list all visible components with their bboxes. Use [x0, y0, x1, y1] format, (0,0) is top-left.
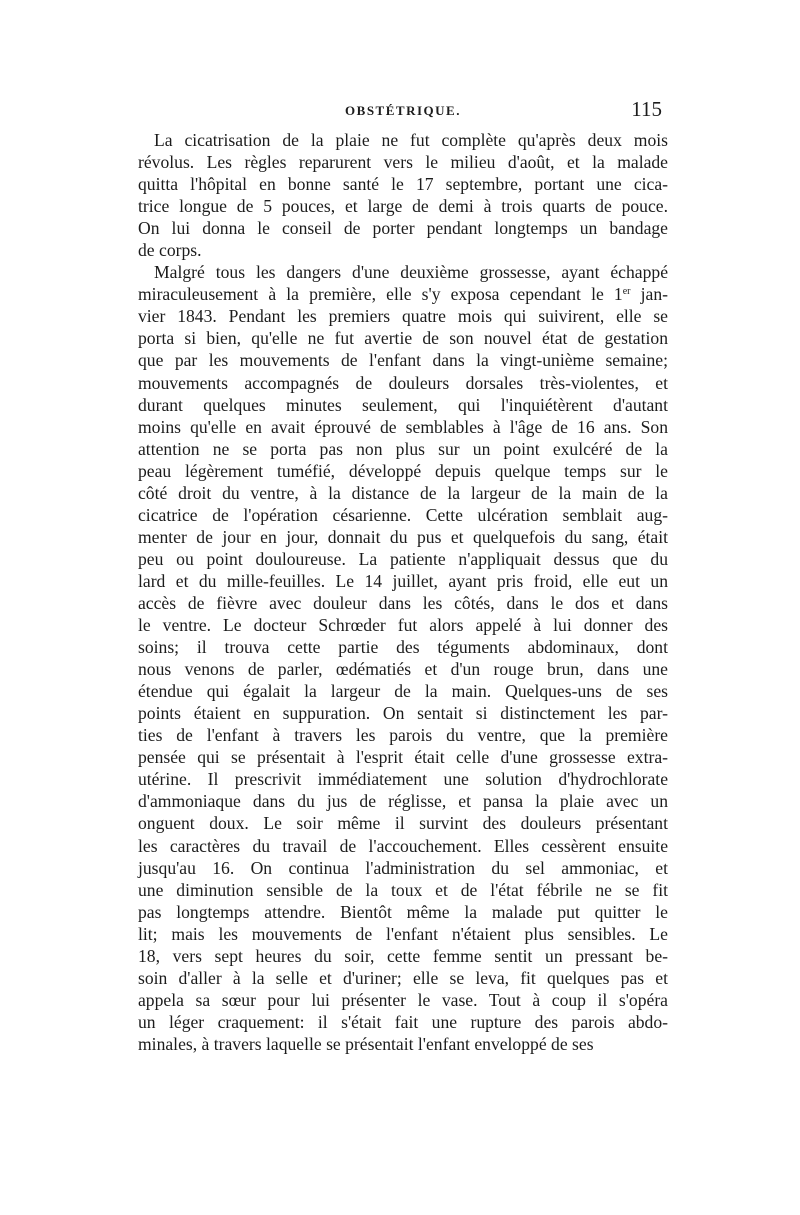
text-line: soins; il trouva cette partie des téguments abdominaux, dont [138, 637, 668, 658]
text-line: points étaient en suppuration. On sentait si distinctement les par- [138, 703, 668, 724]
text-line: que par les mouvements de l'enfant dans la vingt-unième semaine; [138, 350, 668, 371]
text-line: porta si bien, qu'elle ne fut avertie de son nouvel état de gestation [138, 328, 668, 349]
running-title: OBSTÉTRIQUE. [345, 103, 461, 118]
running-head [138, 95, 668, 129]
text-line: Malgré tous les dangers d'une deuxième grossesse, ayant échappé [154, 262, 668, 283]
text-line: 18, vers sept heures du soir, cette femme sentit un pressant be- [138, 945, 668, 966]
text-line: nous venons de parler, œdématiés et d'un rouge brun, dans une [138, 659, 668, 680]
paragraph-2 [138, 261, 668, 1055]
text-line: onguent doux. Le soir même il survint des douleurs présentant [138, 813, 668, 834]
text-line: durant quelques minutes seulement, qui l'inquiétèrent d'autant [138, 394, 668, 415]
text-line: révolus. Les règles reparurent vers le milieu d'août, et la malade [138, 152, 668, 173]
paragraph-1 [138, 129, 668, 261]
book-page [138, 95, 668, 1055]
text-line: trice longue de 5 pouces, et large de demi à trois quarts de pouce. [138, 196, 668, 217]
text-line: accès de fièvre avec douleur dans les côtés, dans le dos et dans [138, 592, 668, 613]
text-line: pensée qui se présentait à l'esprit était celle d'une grossesse extra- [138, 747, 668, 768]
text-line: d'ammoniaque dans du jus de réglisse, et pansa la plaie avec un [138, 791, 668, 812]
text-line: pas longtemps attendre. Bientôt même la malade put quitter le [138, 901, 668, 922]
text-line: une diminution sensible de la toux et de l'état fébrile ne se fit [138, 879, 668, 900]
body-text [138, 129, 668, 1055]
text-line: quitta l'hôpital en bonne santé le 17 septembre, portant une cica- [138, 174, 668, 195]
text-line: les caractères du travail de l'accouchement. Elles cessèrent ensuite [138, 835, 668, 856]
text-line: attention ne se porta pas non plus sur un point exulcéré de la [138, 438, 668, 459]
text-line: de corps. [138, 240, 202, 261]
text-line: jusqu'au 16. On continua l'administration du sel ammoniac, et [138, 857, 668, 878]
text-line: lit; mais les mouvements de l'enfant n'étaient plus sensibles. Le [138, 923, 668, 944]
text-line: côté droit du ventre, à la distance de la largeur de la main de la [138, 482, 668, 503]
text-line: menter de jour en jour, donnait du pus et quelquefois du sang, était [138, 526, 668, 547]
text-line: peu ou point douloureuse. La patiente n'appliquait dessus que du [138, 548, 668, 569]
text-line: le ventre. Le docteur Schrœder fut alors appelé à lui donner des [138, 615, 668, 636]
text-line: peau légèrement tuméfié, développé depuis quelque temps sur le [138, 460, 668, 481]
text-line: minales, à travers laquelle se présentait l'enfant enveloppé de ses [138, 1033, 594, 1054]
text-line: miraculeusement à la première, elle s'y exposa cependant le 1er jan- [138, 284, 668, 305]
text-line: moins qu'elle en avait éprouvé de semblables à l'âge de 16 ans. Son [138, 416, 668, 437]
text-line: soin d'aller à la selle et d'uriner; elle se leva, fit quelques pas et [138, 967, 668, 988]
text-line: appela sa sœur pour lui présenter le vase. Tout à coup il s'opéra [138, 989, 668, 1010]
text-line: lard et du mille-feuilles. Le 14 juillet, ayant pris froid, elle eut un [138, 570, 668, 591]
page-number: 115 [631, 97, 662, 121]
text-line: étendue qui égalait la largeur de la main. Quelques-uns de ses [138, 681, 668, 702]
text-line: mouvements accompagnés de douleurs dorsales très-violentes, et [138, 372, 668, 393]
text-line: ties de l'enfant à travers les parois du ventre, que la première [138, 725, 668, 746]
text-line: La cicatrisation de la plaie ne fut complète qu'après deux mois [154, 130, 668, 150]
text-line: vier 1843. Pendant les premiers quatre mois qui suivirent, elle se [138, 306, 668, 327]
text-line: On lui donna le conseil de porter pendant longtemps un bandage [138, 218, 668, 239]
text-line: utérine. Il prescrivit immédiatement une solution d'hydrochlorate [138, 769, 668, 790]
text-line: un léger craquement: il s'était fait une rupture des parois abdo- [138, 1011, 668, 1032]
text-line: cicatrice de l'opération césarienne. Cette ulcération semblait aug- [138, 504, 668, 525]
